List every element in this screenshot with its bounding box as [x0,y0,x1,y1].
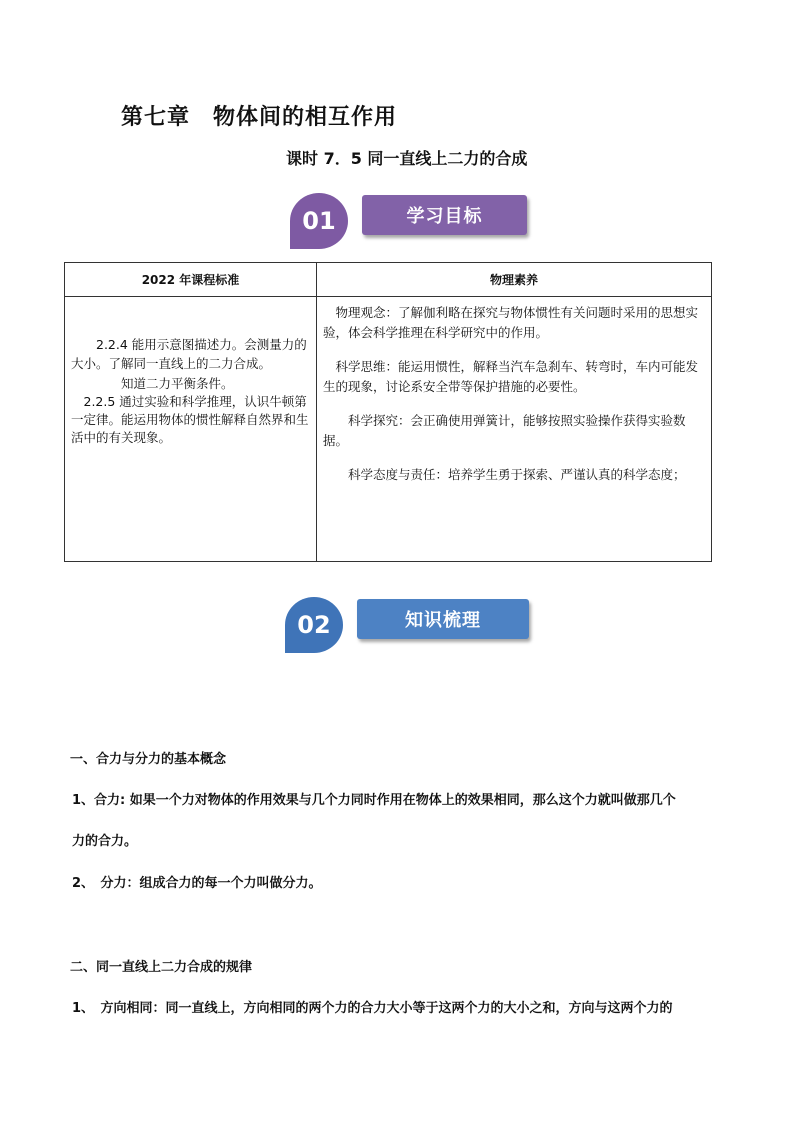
paragraph: 1、 方向相同：同一直线上，方向相同的两个力的合力大小等于这两个力的大小之和，方向与这两个力的 [72,1001,673,1016]
literacy-text: 科学探究：会正确使用弹簧计，能够按照实验操作获得实验数据。 [323,413,686,448]
literacy-text: 科学思维：能运用惯性，解释当汽车急刹车、转弯时，车内可能发生的现象，讨论系安全带等保护措施的必要性。 [323,359,699,394]
table-row [65,297,712,562]
badge-number: 01 [290,193,348,249]
curriculum-text: 2.2.5 通过实验和科学推理，认识牛顿第一定律。能运用物体的惯性解释自然界和生活中的有关现象。 [71,394,309,446]
literacy-text: 科学态度与责任：培养学生勇于探索、严谨认真的科学态度； [348,467,686,482]
badge-number: 02 [285,597,343,653]
paragraph: 2、 分力：组成合力的每一个力叫做分力。 [72,876,322,891]
section-heading: 二、同一直线上二力合成的规律 [70,960,253,975]
table-header-curriculum: 2022 年课程标准 [65,263,317,297]
curriculum-text: 知道二力平衡条件。 [121,375,234,391]
literacy-text: 物理观念：了解伽利略在探究与物体惯性有关问题时采用的思想实验，体会科学推理在科学研究中的作用。 [323,305,699,340]
badge-label: 知识梳理 [357,599,529,639]
curriculum-text: 2.2.4 能用示意图描述力。会测量力的大小。了解同一直线上的二力合成。 [71,337,307,372]
table-header-row [65,263,712,297]
literacy-cell [317,297,712,562]
goals-table [64,262,712,562]
section-heading: 一、合力与分力的基本概念 [70,752,227,767]
table-header-literacy: 物理素养 [317,263,712,297]
curriculum-cell [65,297,317,562]
paragraph: 1、合力: 如果一个力对物体的作用效果与几个力同时作用在物体上的效果相同，那么这个力就叫做那几个 [72,793,676,808]
paragraph: 力的合力。 [72,834,138,849]
badge-label: 学习目标 [362,195,527,235]
chapter-title: 第七章 物体间的相互作用 [121,105,398,130]
lesson-title: 课时 7．5 同一直线上二力的合成 [286,149,528,168]
